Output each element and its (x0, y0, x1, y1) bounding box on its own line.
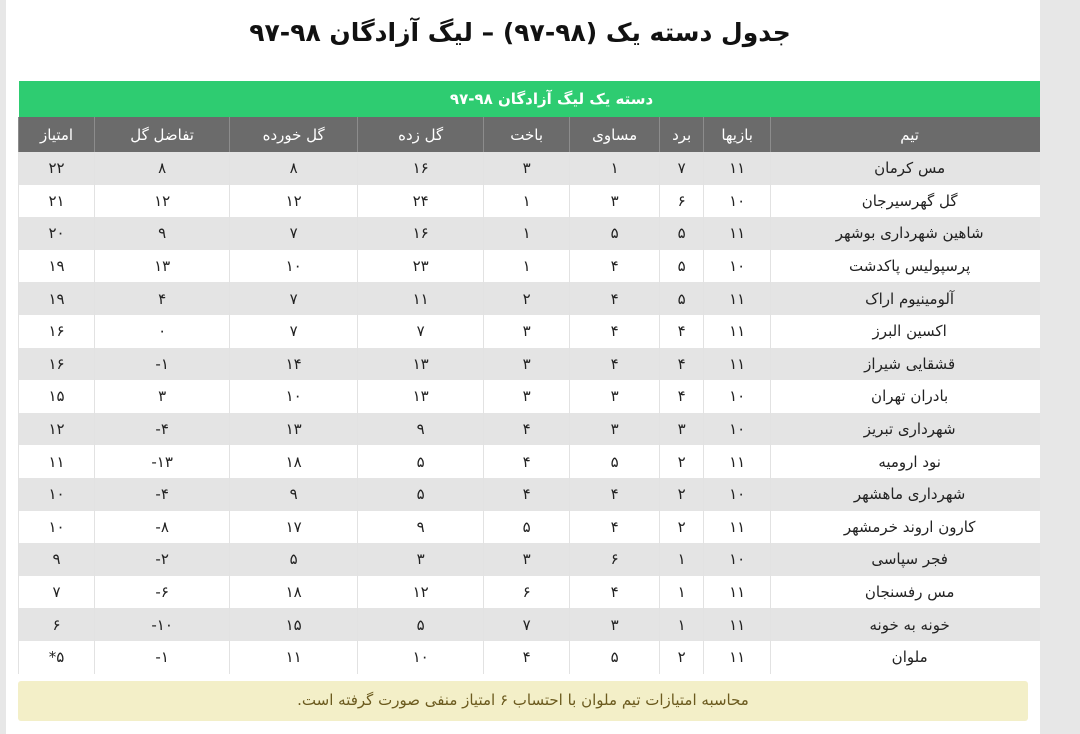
table-row (19, 478, 1080, 511)
cell-team: پرسپولیس پاکدشت (771, 250, 1049, 283)
cell-played: ۱۰ (704, 543, 771, 576)
cell-drawn: ۴ (570, 511, 660, 544)
cell-played: ۱۱ (704, 217, 771, 250)
cell-won: ۲ (660, 511, 704, 544)
cell-goal-diff: ۹ (95, 217, 230, 250)
column-header-lost: باخت (484, 117, 570, 152)
table-row (19, 641, 1080, 674)
cell-lost: ۱ (484, 250, 570, 283)
cell-played: ۱۱ (704, 348, 771, 381)
cell-played: ۱۱ (704, 511, 771, 544)
cell-goals-against: ۱۳ (230, 413, 358, 446)
column-header-points: امتیاز (19, 117, 95, 152)
cell-goals-for: ۱۳ (358, 380, 484, 413)
column-header-won: برد (660, 117, 704, 152)
cell-drawn: ۴ (570, 576, 660, 609)
cell-lost: ۷ (484, 608, 570, 641)
cell-goals-against: ۵ (230, 543, 358, 576)
cell-team: خونه به خونه (771, 608, 1049, 641)
standings-table (18, 81, 1080, 674)
cell-points: ۷ (19, 576, 95, 609)
note-text: محاسبه امتیازات تیم ملوان با احتساب ۶ امتیاز منفی صورت گرفته است. (297, 691, 749, 709)
column-header-goal-diff: تفاضل گل (95, 117, 230, 152)
cell-goals-against: ۱۱ (230, 641, 358, 674)
cell-points: ۲۲ (19, 152, 95, 185)
cell-won: ۵ (660, 217, 704, 250)
cell-points: ۱۰ (19, 511, 95, 544)
cell-team: شهرداری ماهشهر (771, 478, 1049, 511)
cell-goal-diff: ۱۰- (95, 608, 230, 641)
cell-team: مس رفسنجان (771, 576, 1049, 609)
cell-goal-diff: ۱۳- (95, 445, 230, 478)
cell-won: ۷ (660, 152, 704, 185)
cell-drawn: ۴ (570, 478, 660, 511)
cell-won: ۵ (660, 282, 704, 315)
table-row (19, 315, 1080, 348)
cell-points: ۵* (19, 641, 95, 674)
cell-drawn: ۳ (570, 185, 660, 218)
cell-won: ۴ (660, 380, 704, 413)
cell-goals-against: ۸ (230, 152, 358, 185)
cell-goals-for: ۷ (358, 315, 484, 348)
cell-lost: ۴ (484, 478, 570, 511)
cell-goals-for: ۵ (358, 445, 484, 478)
cell-goals-for: ۱۰ (358, 641, 484, 674)
cell-goals-for: ۱۳ (358, 348, 484, 381)
cell-goal-diff: ۸- (95, 511, 230, 544)
cell-points: ۱۶ (19, 315, 95, 348)
cell-played: ۱۱ (704, 641, 771, 674)
cell-drawn: ۳ (570, 608, 660, 641)
cell-goals-against: ۱۰ (230, 250, 358, 283)
cell-played: ۱۱ (704, 315, 771, 348)
standings-table-wrap (18, 81, 1028, 674)
cell-team: بادران تهران (771, 380, 1049, 413)
cell-lost: ۳ (484, 152, 570, 185)
cell-goals-against: ۱۸ (230, 445, 358, 478)
table-row (19, 543, 1080, 576)
cell-lost: ۱ (484, 185, 570, 218)
cell-team: گل گهرسیرجان (771, 185, 1049, 218)
page-scroll-gutter (1040, 0, 1080, 734)
cell-points: ۲۰ (19, 217, 95, 250)
cell-goal-diff: ۶- (95, 576, 230, 609)
cell-points: ۱۹ (19, 282, 95, 315)
cell-drawn: ۳ (570, 380, 660, 413)
cell-goals-against: ۱۷ (230, 511, 358, 544)
cell-played: ۱۰ (704, 185, 771, 218)
cell-won: ۶ (660, 185, 704, 218)
cell-goals-against: ۱۸ (230, 576, 358, 609)
cell-goal-diff: ۱- (95, 641, 230, 674)
cell-drawn: ۵ (570, 217, 660, 250)
cell-points: ۱۹ (19, 250, 95, 283)
table-caption: دسته یک لیگ آزادگان ۹۸-۹۷ (19, 81, 1080, 117)
cell-drawn: ۶ (570, 543, 660, 576)
column-header-goals-against: گل خورده (230, 117, 358, 152)
cell-lost: ۵ (484, 511, 570, 544)
cell-points: ۱۰ (19, 478, 95, 511)
cell-drawn: ۴ (570, 250, 660, 283)
table-row (19, 413, 1080, 446)
cell-goals-for: ۱۶ (358, 152, 484, 185)
cell-drawn: ۳ (570, 413, 660, 446)
cell-lost: ۱ (484, 217, 570, 250)
cell-won: ۴ (660, 348, 704, 381)
cell-goals-for: ۲۳ (358, 250, 484, 283)
cell-team: شهرداری تبریز (771, 413, 1049, 446)
cell-played: ۱۱ (704, 282, 771, 315)
cell-goal-diff: ۴ (95, 282, 230, 315)
cell-lost: ۶ (484, 576, 570, 609)
cell-played: ۱۱ (704, 152, 771, 185)
cell-drawn: ۱ (570, 152, 660, 185)
cell-points: ۱۵ (19, 380, 95, 413)
cell-goals-against: ۷ (230, 217, 358, 250)
cell-goals-for: ۹ (358, 511, 484, 544)
table-row (19, 511, 1080, 544)
table-row (19, 250, 1080, 283)
table-header-row (19, 117, 1080, 152)
cell-won: ۴ (660, 315, 704, 348)
cell-lost: ۴ (484, 445, 570, 478)
table-row (19, 152, 1080, 185)
cell-goals-against: ۱۵ (230, 608, 358, 641)
cell-team: شاهین شهرداری بوشهر (771, 217, 1049, 250)
cell-points: ۹ (19, 543, 95, 576)
table-row (19, 380, 1080, 413)
cell-played: ۱۰ (704, 250, 771, 283)
cell-lost: ۲ (484, 282, 570, 315)
cell-goals-against: ۷ (230, 315, 358, 348)
table-body (19, 152, 1080, 674)
column-header-played: بازیها (704, 117, 771, 152)
cell-goals-against: ۱۰ (230, 380, 358, 413)
table-row (19, 348, 1080, 381)
table-row (19, 608, 1080, 641)
cell-goal-diff: ۱- (95, 348, 230, 381)
cell-played: ۱۰ (704, 413, 771, 446)
cell-won: ۱ (660, 576, 704, 609)
cell-won: ۲ (660, 478, 704, 511)
cell-drawn: ۴ (570, 315, 660, 348)
cell-team: اکسین البرز (771, 315, 1049, 348)
cell-goals-against: ۱۴ (230, 348, 358, 381)
cell-goals-against: ۱۲ (230, 185, 358, 218)
cell-lost: ۳ (484, 380, 570, 413)
cell-team: فجر سپاسی (771, 543, 1049, 576)
cell-played: ۱۱ (704, 608, 771, 641)
cell-points: ۱۲ (19, 413, 95, 446)
cell-lost: ۳ (484, 348, 570, 381)
cell-won: ۲ (660, 641, 704, 674)
cell-lost: ۴ (484, 641, 570, 674)
table-row (19, 217, 1080, 250)
cell-goals-for: ۱۶ (358, 217, 484, 250)
cell-goal-diff: ۴- (95, 478, 230, 511)
cell-goals-for: ۱۱ (358, 282, 484, 315)
cell-goal-diff: ۴- (95, 413, 230, 446)
column-header-team: تیم (771, 117, 1049, 152)
table-caption-row (19, 81, 1080, 117)
cell-played: ۱۱ (704, 445, 771, 478)
cell-points: ۱۶ (19, 348, 95, 381)
cell-played: ۱۰ (704, 380, 771, 413)
cell-drawn: ۵ (570, 641, 660, 674)
cell-drawn: ۵ (570, 445, 660, 478)
column-header-goals-for: گل زده (358, 117, 484, 152)
table-row (19, 445, 1080, 478)
table-row (19, 282, 1080, 315)
cell-team: آلومینیوم اراک (771, 282, 1049, 315)
cell-lost: ۳ (484, 543, 570, 576)
cell-goal-diff: ۸ (95, 152, 230, 185)
cell-team: کارون اروند خرمشهر (771, 511, 1049, 544)
cell-goals-against: ۹ (230, 478, 358, 511)
cell-won: ۵ (660, 250, 704, 283)
column-header-drawn: مساوی (570, 117, 660, 152)
cell-goals-for: ۱۲ (358, 576, 484, 609)
cell-points: ۶ (19, 608, 95, 641)
cell-points: ۲۱ (19, 185, 95, 218)
cell-goals-for: ۵ (358, 478, 484, 511)
cell-team: ملوان (771, 641, 1049, 674)
note-banner (18, 681, 1028, 721)
page-title: جدول دسته یک (۹۸-۹۷) – لیگ آزادگان ۹۸-۹۷ (249, 18, 791, 47)
cell-lost: ۴ (484, 413, 570, 446)
cell-team: قشقایی شیراز (771, 348, 1049, 381)
cell-goal-diff: ۱۳ (95, 250, 230, 283)
cell-goal-diff: ۱۲ (95, 185, 230, 218)
cell-played: ۱۰ (704, 478, 771, 511)
cell-goals-for: ۵ (358, 608, 484, 641)
cell-won: ۲ (660, 445, 704, 478)
cell-drawn: ۴ (570, 348, 660, 381)
cell-goal-diff: ۲- (95, 543, 230, 576)
cell-won: ۱ (660, 543, 704, 576)
cell-played: ۱۱ (704, 576, 771, 609)
cell-team: مس کرمان (771, 152, 1049, 185)
cell-goal-diff: ۳ (95, 380, 230, 413)
cell-goals-for: ۲۴ (358, 185, 484, 218)
cell-goal-diff: ۰ (95, 315, 230, 348)
cell-goals-against: ۷ (230, 282, 358, 315)
cell-goals-for: ۳ (358, 543, 484, 576)
table-row (19, 185, 1080, 218)
cell-won: ۳ (660, 413, 704, 446)
cell-won: ۱ (660, 608, 704, 641)
cell-points: ۱۱ (19, 445, 95, 478)
cell-drawn: ۴ (570, 282, 660, 315)
cell-team: نود ارومیه (771, 445, 1049, 478)
table-row (19, 576, 1080, 609)
cell-lost: ۳ (484, 315, 570, 348)
cell-goals-for: ۹ (358, 413, 484, 446)
